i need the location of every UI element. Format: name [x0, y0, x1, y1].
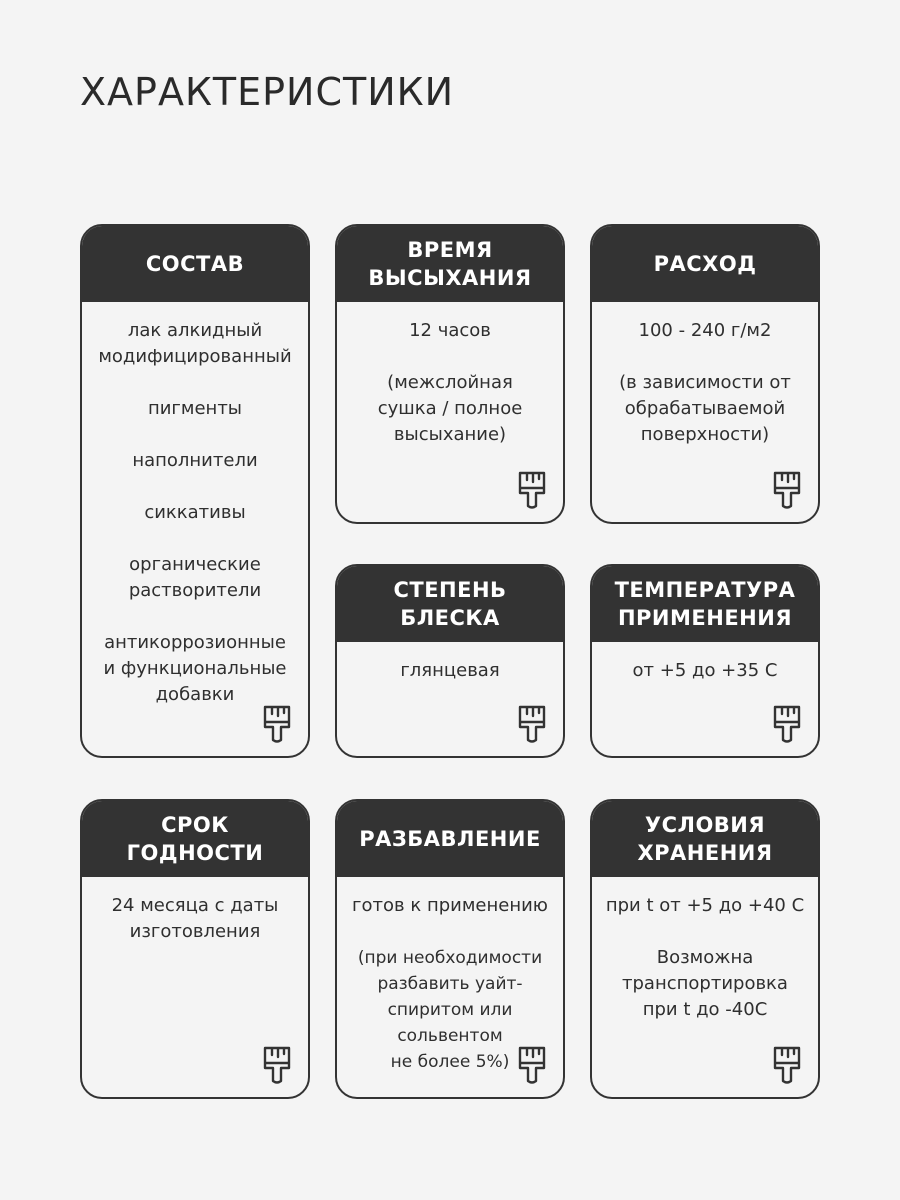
card-line: наполнители	[132, 450, 258, 471]
card-line: 12 часов	[409, 320, 491, 341]
card-line: при t от +5 до +40 С	[605, 895, 805, 916]
card-header	[82, 226, 308, 302]
card-shelf-life	[80, 799, 310, 1099]
card-body	[592, 302, 818, 448]
card-line: от +5 до +35 С	[632, 660, 778, 681]
page-title: ХАРАКТЕРИСТИКИ	[80, 70, 455, 114]
card-title: СОСТАВ	[145, 252, 245, 276]
card-line: (при необходимости разбавить уайт- спиритом или сольвентом не более 5%)	[357, 948, 543, 1072]
card-body	[82, 302, 308, 708]
card-header	[592, 801, 818, 877]
card-title: ТЕМПЕРАТУРА ПРИМЕНЕНИЯ	[614, 578, 796, 630]
card-line: глянцевая	[400, 660, 500, 681]
card-title: СТЕПЕНЬ БЛЕСКА	[393, 578, 507, 630]
card-title: ВРЕМЯ ВЫСЫХАНИЯ	[368, 238, 532, 290]
card-title: РАСХОД	[653, 252, 757, 276]
card-header	[592, 226, 818, 302]
card-line: (в зависимости от обрабатываемой поверхности)	[619, 372, 791, 445]
card-line: антикоррозионные и функциональные добавки	[103, 632, 287, 705]
card-body	[337, 642, 563, 684]
card-body	[592, 642, 818, 684]
card-header	[337, 226, 563, 302]
card-dilution	[335, 799, 565, 1099]
card-body	[592, 877, 818, 1023]
card-consumption	[590, 224, 820, 524]
card-header	[337, 566, 563, 642]
card-application-temperature	[590, 564, 820, 758]
card-header	[337, 801, 563, 877]
card-line: сиккативы	[144, 502, 246, 523]
card-line: органические растворители	[128, 554, 262, 601]
card-body	[82, 877, 308, 945]
paint-brush-icon	[262, 1045, 292, 1085]
paint-brush-icon	[772, 470, 802, 510]
card-line: 100 - 240 г/м2	[638, 320, 772, 341]
paint-brush-icon	[517, 470, 547, 510]
card-body	[337, 302, 563, 448]
paint-brush-icon	[772, 704, 802, 744]
card-line: 24 месяца с даты изготовления	[111, 895, 279, 942]
paint-brush-icon	[772, 1045, 802, 1085]
card-line: лак алкидный модифицированный	[98, 320, 292, 367]
paint-brush-icon	[517, 704, 547, 744]
card-title: РАЗБАВЛЕНИЕ	[359, 827, 541, 851]
card-gloss	[335, 564, 565, 758]
paint-brush-icon	[517, 1045, 547, 1085]
card-header	[592, 566, 818, 642]
card-title: СРОК ГОДНОСТИ	[126, 813, 264, 865]
card-drying-time	[335, 224, 565, 524]
card-line: Возможна транспортировка при t до -40С	[622, 947, 788, 1020]
card-line: (межслойная сушка / полное высыхание)	[377, 372, 523, 445]
card-line: пигменты	[147, 398, 243, 419]
card-composition	[80, 224, 310, 758]
card-storage-conditions	[590, 799, 820, 1099]
card-line: готов к применению	[352, 895, 548, 916]
card-header	[82, 801, 308, 877]
card-title: УСЛОВИЯ ХРАНЕНИЯ	[637, 813, 773, 865]
paint-brush-icon	[262, 704, 292, 744]
